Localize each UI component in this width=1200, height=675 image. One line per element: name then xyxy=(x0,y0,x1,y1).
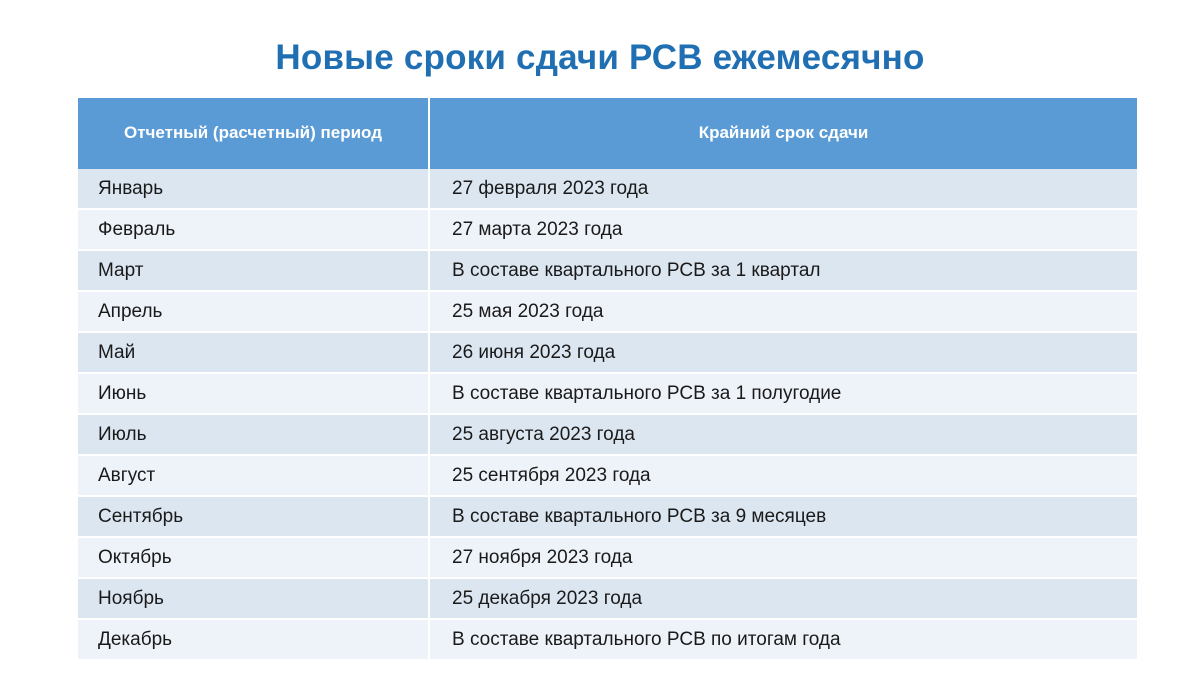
cell-period: Октябрь xyxy=(78,537,429,578)
cell-period: Ноябрь xyxy=(78,578,429,619)
column-header-deadline: Крайний срок сдачи xyxy=(429,98,1137,169)
cell-period: Сентябрь xyxy=(78,496,429,537)
cell-deadline: 27 ноября 2023 года xyxy=(429,537,1137,578)
deadlines-table xyxy=(78,98,1137,659)
table-row xyxy=(78,414,1137,455)
cell-deadline: 27 марта 2023 года xyxy=(429,209,1137,250)
cell-deadline: 25 декабря 2023 года xyxy=(429,578,1137,619)
cell-deadline: В составе квартального РСВ за 1 квартал xyxy=(429,250,1137,291)
cell-period: Апрель xyxy=(78,291,429,332)
table-row xyxy=(78,619,1137,659)
cell-period: Февраль xyxy=(78,209,429,250)
cell-period: Май xyxy=(78,332,429,373)
table-row xyxy=(78,209,1137,250)
deadlines-table-container xyxy=(78,98,1137,659)
cell-period: Декабрь xyxy=(78,619,429,659)
cell-deadline: 25 августа 2023 года xyxy=(429,414,1137,455)
cell-deadline: 25 мая 2023 года xyxy=(429,291,1137,332)
table-row xyxy=(78,373,1137,414)
cell-deadline: 27 февраля 2023 года xyxy=(429,169,1137,209)
table-row xyxy=(78,578,1137,619)
cell-deadline: 26 июня 2023 года xyxy=(429,332,1137,373)
cell-period: Июль xyxy=(78,414,429,455)
table-row xyxy=(78,250,1137,291)
cell-deadline: 25 сентября 2023 года xyxy=(429,455,1137,496)
table-header xyxy=(78,98,1137,169)
table-row xyxy=(78,455,1137,496)
cell-period: Март xyxy=(78,250,429,291)
cell-period: Январь xyxy=(78,169,429,209)
table-body xyxy=(78,169,1137,659)
column-header-period: Отчетный (расчетный) период xyxy=(78,98,429,169)
cell-deadline: В составе квартального РСВ по итогам года xyxy=(429,619,1137,659)
table-row xyxy=(78,496,1137,537)
cell-period: Август xyxy=(78,455,429,496)
table-row xyxy=(78,332,1137,373)
table-row xyxy=(78,291,1137,332)
table-row xyxy=(78,537,1137,578)
table-header-row xyxy=(78,98,1137,169)
page-title: Новые сроки сдачи РСВ ежемесячно xyxy=(275,38,925,77)
table-row xyxy=(78,169,1137,209)
cell-period: Июнь xyxy=(78,373,429,414)
cell-deadline: В составе квартального РСВ за 9 месяцев xyxy=(429,496,1137,537)
cell-deadline: В составе квартального РСВ за 1 полугодие xyxy=(429,373,1137,414)
